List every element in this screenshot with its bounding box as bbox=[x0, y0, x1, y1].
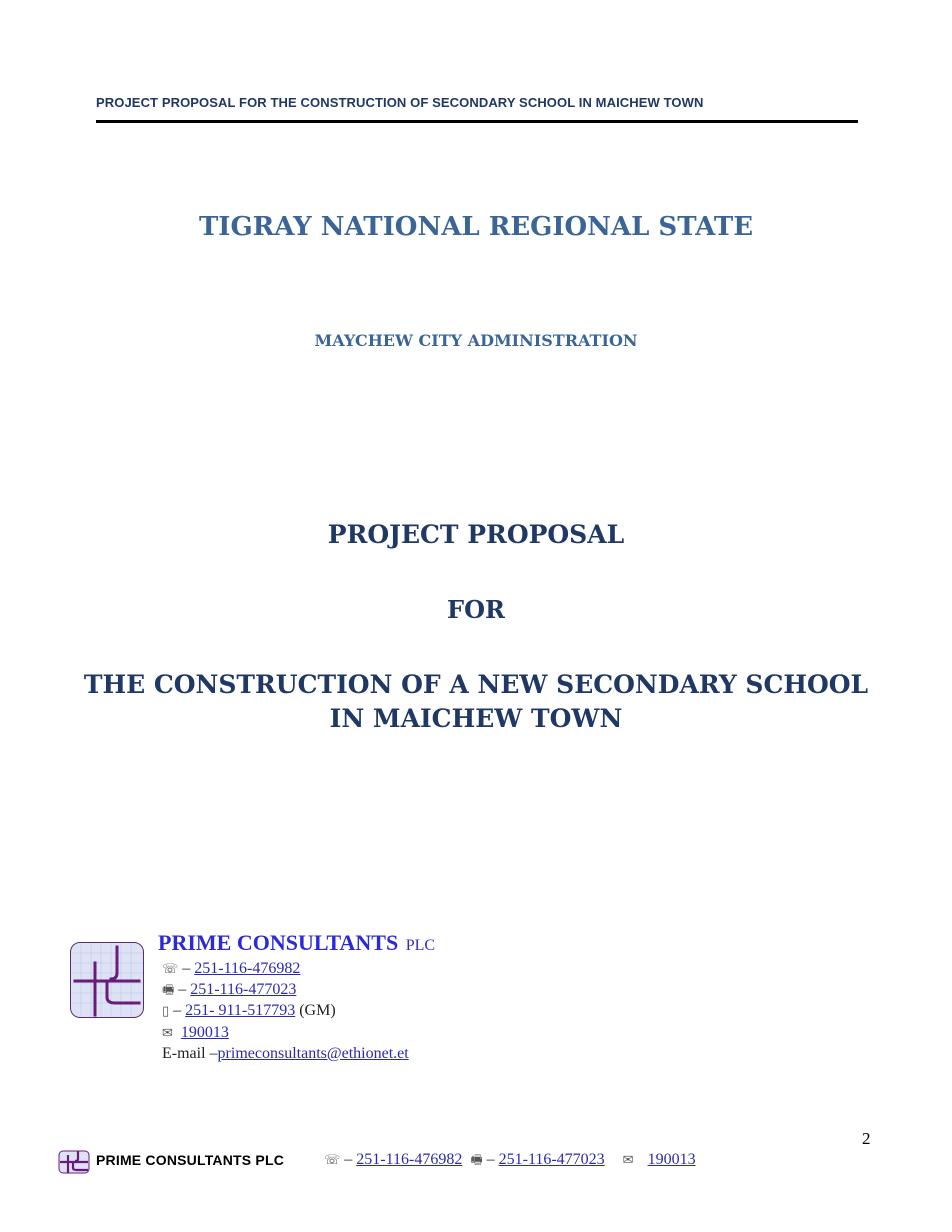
pobox-link[interactable]: 190013 bbox=[180, 1024, 229, 1041]
company-suffix: PLC bbox=[405, 937, 436, 954]
footer-fax-link[interactable]: 251-116-477023 bbox=[498, 1151, 605, 1168]
contact-fax bbox=[162, 981, 296, 1003]
proposal-subject-line2: IN MAICHEW TOWN bbox=[329, 704, 623, 733]
footer-company-name: PRIME CONSULTANTS PLC bbox=[96, 1152, 285, 1168]
footer-pobox-link[interactable]: 190013 bbox=[647, 1151, 696, 1168]
proposal-subject bbox=[0, 668, 952, 736]
footer-sep-2: – bbox=[486, 1151, 499, 1168]
contact-mobile bbox=[162, 1002, 336, 1020]
telephone-icon: ☏ bbox=[324, 1153, 341, 1168]
company-name bbox=[158, 930, 435, 956]
footer-logo bbox=[58, 1150, 90, 1174]
mobile-link[interactable]: 251- 911-517793 bbox=[185, 1002, 296, 1019]
city-administration: MAYCHEW CITY ADMINISTRATION bbox=[314, 331, 638, 350]
footer-sep-1: – bbox=[344, 1151, 357, 1168]
fax-icon: 🖷 bbox=[470, 1153, 483, 1168]
telephone-icon: ☏ bbox=[162, 962, 179, 977]
company-logo bbox=[70, 942, 144, 1018]
state-title: TIGRAY NATIONAL REGIONAL STATE bbox=[198, 212, 754, 242]
phone-link[interactable]: 251-116-476982 bbox=[194, 960, 301, 977]
header-rule bbox=[96, 120, 858, 123]
contact-pobox bbox=[162, 1024, 229, 1042]
footer-logo-icon bbox=[58, 1150, 90, 1174]
contact-phone bbox=[162, 960, 300, 978]
proposal-title: PROJECT PROPOSAL bbox=[327, 520, 625, 549]
proposal-for: FOR bbox=[447, 595, 505, 624]
mobile-prefix: – bbox=[173, 1002, 186, 1019]
fax-icon: 🖷 bbox=[162, 983, 175, 998]
phone-prefix: – bbox=[182, 960, 195, 977]
footer-phone-link[interactable]: 251-116-476982 bbox=[356, 1151, 463, 1168]
footer-contacts bbox=[320, 1151, 696, 1173]
company-name-text: PRIME CONSULTANTS bbox=[158, 930, 399, 955]
mobile-note: (GM) bbox=[295, 1002, 336, 1019]
page-footer bbox=[58, 1148, 878, 1176]
contact-email bbox=[162, 1045, 409, 1063]
fax-prefix: – bbox=[178, 981, 191, 998]
proposal-subject-line1: THE CONSTRUCTION OF A NEW SECONDARY SCHOOL bbox=[83, 670, 869, 699]
running-header: PROJECT PROPOSAL FOR THE CONSTRUCTION OF SECONDARY SCHOOL IN MAICHEW TOWN bbox=[96, 95, 704, 110]
fax-link[interactable]: 251-116-477023 bbox=[190, 981, 297, 998]
email-label: E-mail – bbox=[162, 1045, 218, 1062]
email-link[interactable]: primeconsultants@ethionet.et bbox=[217, 1045, 409, 1062]
company-logo-icon bbox=[71, 943, 143, 1017]
envelope-icon: ✉ bbox=[622, 1153, 634, 1168]
envelope-icon: ✉ bbox=[162, 1026, 173, 1041]
page-number: 2 bbox=[862, 1129, 871, 1148]
mobile-phone-icon: ▯ bbox=[162, 1004, 170, 1019]
